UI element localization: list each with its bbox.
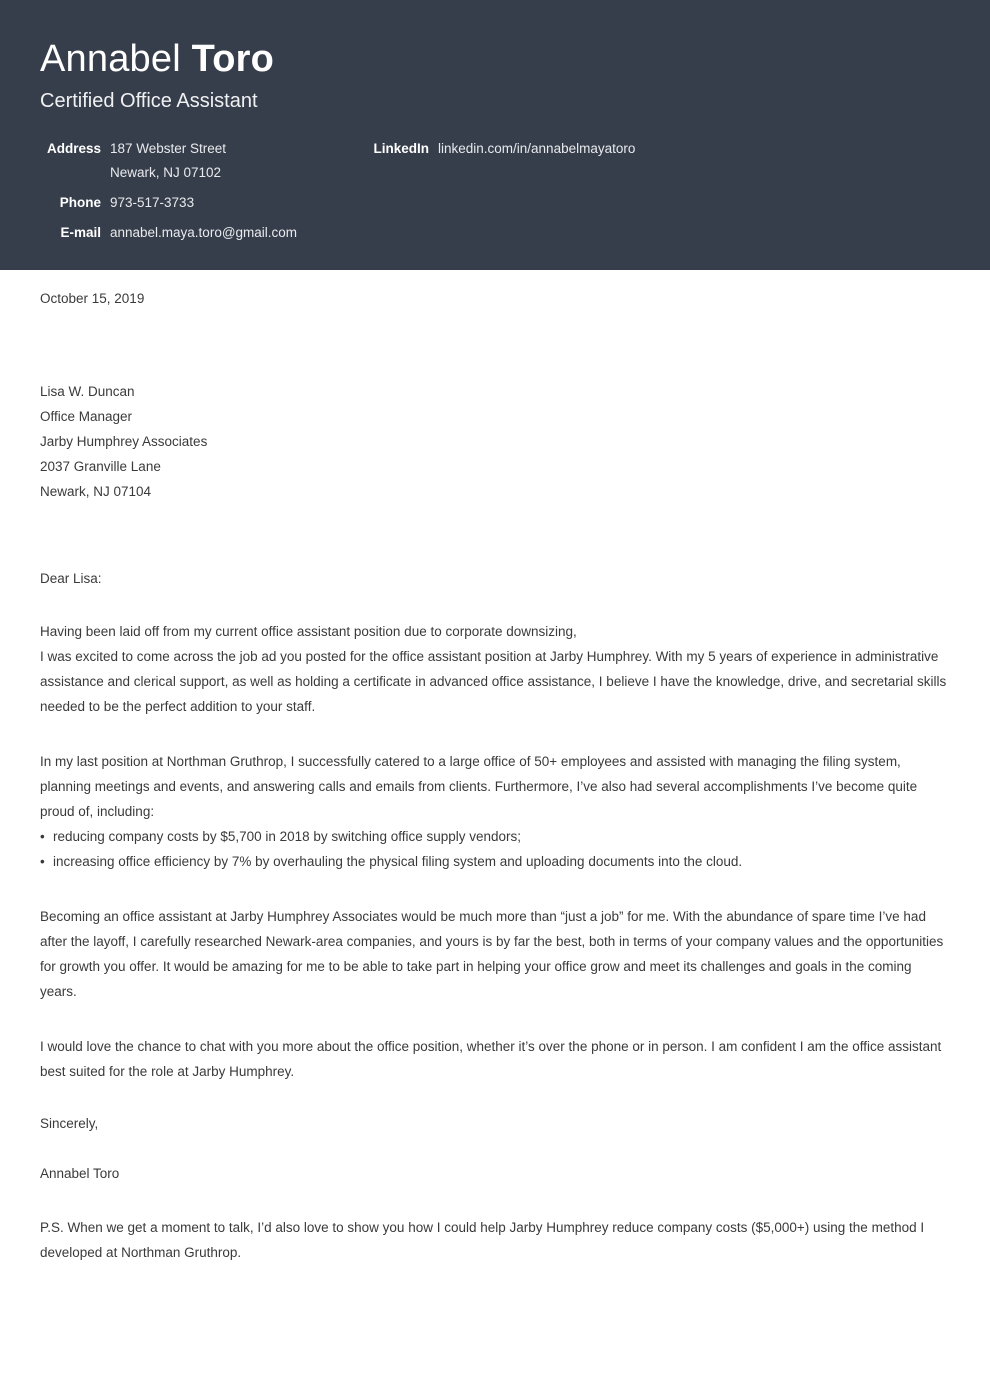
paragraph-1-line-1: Having been laid off from my current office assistant position due to corporate downsizing, xyxy=(40,624,577,639)
email-label: E-mail xyxy=(60,225,101,240)
letter-signature: Annabel Toro xyxy=(40,1166,120,1181)
list-item: • reducing company costs by $5,700 in 2018 by switching office supply vendors; xyxy=(40,824,950,849)
letter-salutation: Dear Lisa: xyxy=(40,571,102,586)
letter-header xyxy=(0,0,990,270)
letter-postscript: P.S. When we get a moment to talk, I’d also love to show you how I could help Jarby Humphrey reduce company costs ($5,000+) using the method I developed at Northman Gruthrop. xyxy=(40,1220,925,1260)
recipient-company: Jarby Humphrey Associates xyxy=(40,434,208,449)
letter-date: October 15, 2019 xyxy=(40,291,145,306)
letter-paragraph-4: I would love the chance to chat with you more about the office position, whether it’s over the phone or in person. I am confident I am the office assistant best suited for the role at Jarby Humphrey. xyxy=(40,1039,942,1079)
applicant-last-name: Toro xyxy=(191,38,275,80)
recipient-title: Office Manager xyxy=(40,409,133,424)
address-value-line2: Newark, NJ 07102 xyxy=(110,165,222,180)
applicant-job-title: Certified Office Assistant xyxy=(40,90,258,112)
letter-body xyxy=(0,289,990,1265)
contact-row-phone xyxy=(40,194,297,212)
phone-label: Phone xyxy=(59,195,101,210)
contact-column-left xyxy=(40,140,297,242)
contact-row-email xyxy=(40,224,297,242)
recipient-street: 2037 Granville Lane xyxy=(40,459,161,474)
letter-paragraph-2: In my last position at Northman Gruthrop, I successfully catered to a large office of 50+ employees and assisted with managing the filing system, planning meetings and events, and answering calls and emails from clients. Furthermore, I’ve also had several accomplishments I’ve become quite proud of, including: xyxy=(40,754,918,819)
list-item: • increasing office efficiency by 7% by overhauling the physical filing system and uploading documents into the cloud. xyxy=(40,849,950,874)
address-label: Address xyxy=(46,141,101,156)
applicant-first-name: Annabel xyxy=(40,38,181,80)
recipient-block xyxy=(40,379,950,504)
linkedin-value[interactable]: linkedin.com/in/annabelmayatoro xyxy=(438,141,636,156)
accomplishments-list xyxy=(40,824,950,874)
contact-row-linkedin xyxy=(367,140,635,158)
paragraph-1-line-2: I was excited to come across the job ad you posted for the office assistant position at Jarby Humphrey. With my 5 years of experience in administrative assistance and clerical support, as well as holding a certificate in advanced office assistance, I believe I have the knowledge, drive, and secretarial skills needed to be the perfect addition to your staff. xyxy=(40,649,947,714)
email-value[interactable]: annabel.maya.toro@gmail.com xyxy=(110,225,298,240)
recipient-city-state-zip: Newark, NJ 07104 xyxy=(40,484,152,499)
phone-value[interactable]: 973-517-3733 xyxy=(110,195,195,210)
letter-closing: Sincerely, xyxy=(40,1116,99,1131)
contact-row-address xyxy=(40,140,297,158)
recipient-name: Lisa W. Duncan xyxy=(40,384,135,399)
letter-paragraph-1 xyxy=(40,619,950,719)
contact-column-right xyxy=(367,140,635,158)
address-value: 187 Webster Street xyxy=(110,141,227,156)
linkedin-label: LinkedIn xyxy=(373,141,429,156)
letter-paragraph-3: Becoming an office assistant at Jarby Humphrey Associates would be much more than “just a job” for me. With the abundance of spare time I’ve had after the layoff, I carefully researched Newark-area companies, and yours is by far the best, both in terms of your company values and the opportunities for growth you offer. It would be amazing for me to be able to take part in helping your office grow and meet its challenges and goals in the coming years. xyxy=(40,909,944,999)
applicant-name xyxy=(40,36,950,82)
